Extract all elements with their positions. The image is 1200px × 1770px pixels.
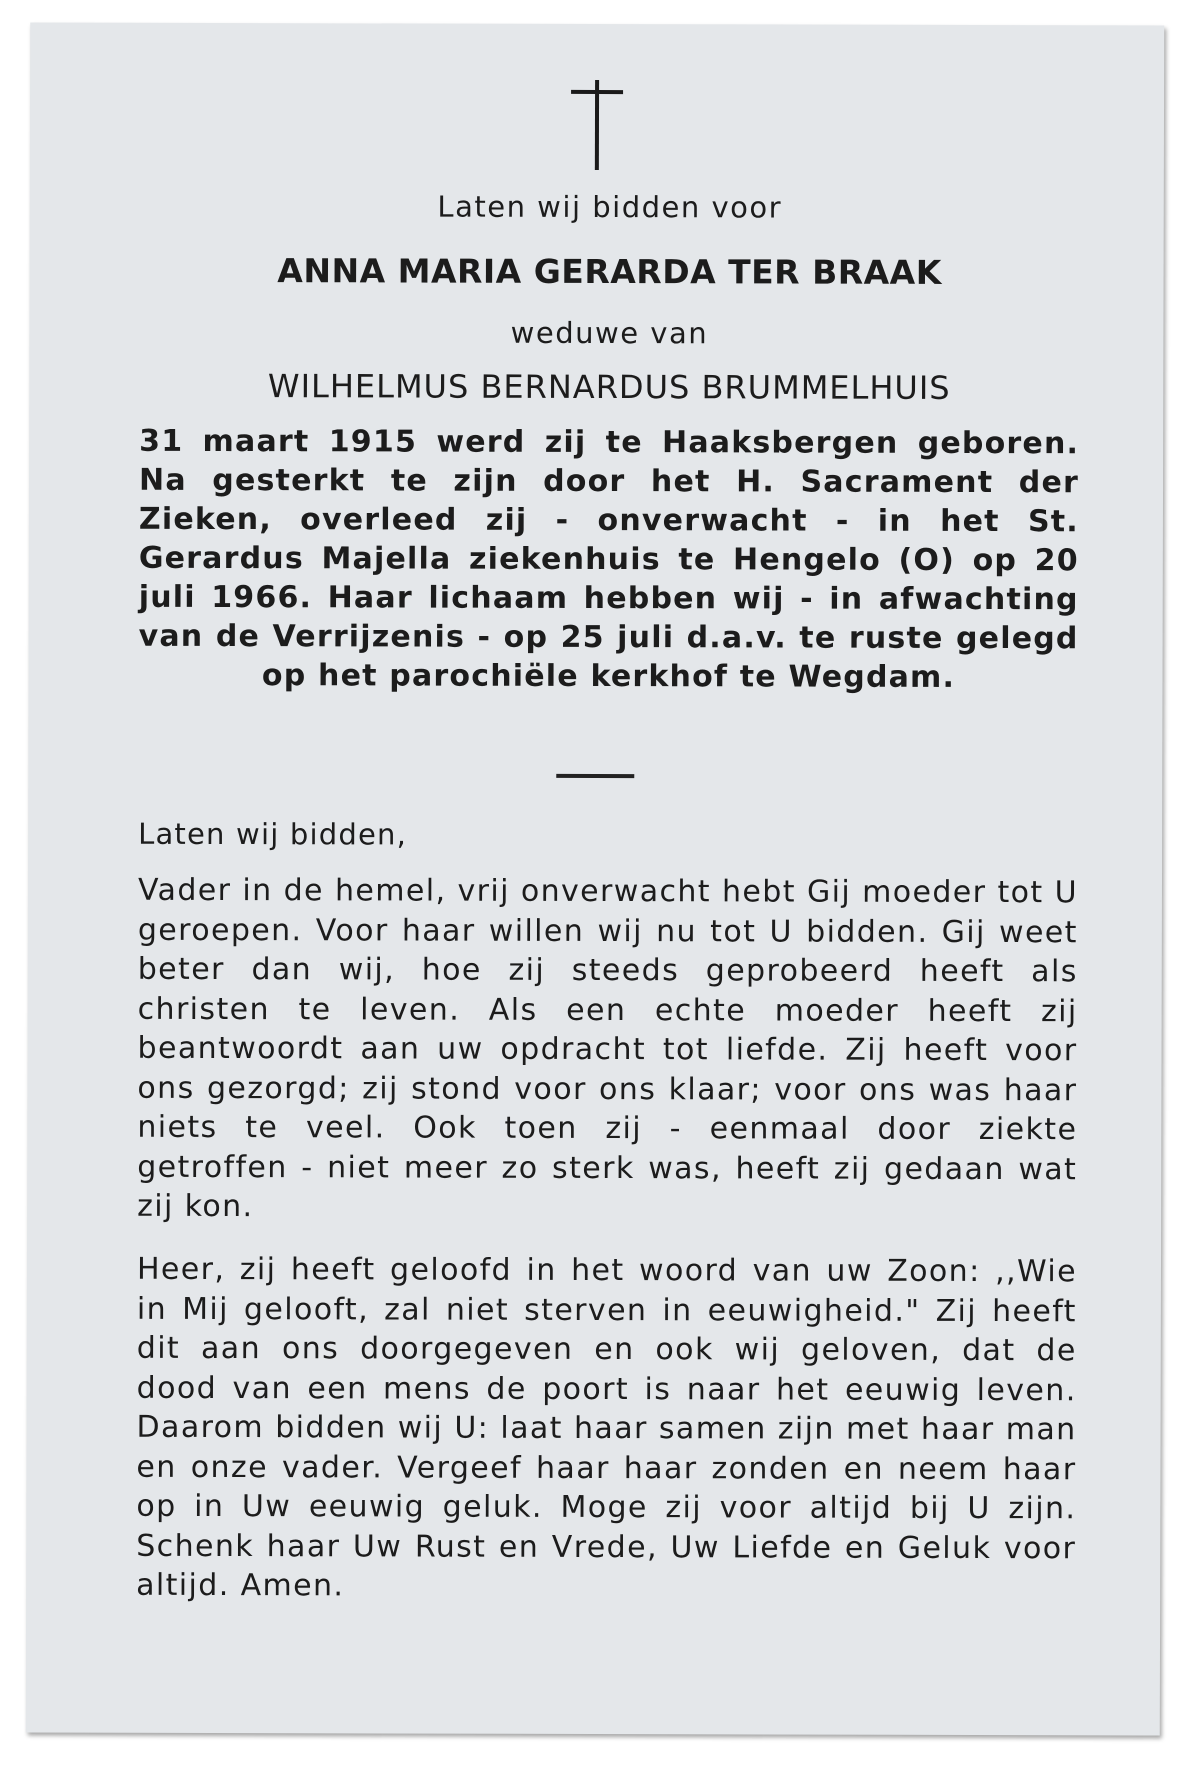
husband-name: WILHELMUS BERNARDUS BRUMMELHUIS bbox=[267, 367, 951, 407]
deceased-name: ANNA MARIA GERARDA TER BRAAK bbox=[277, 251, 942, 292]
cross-icon bbox=[30, 79, 1164, 182]
prayer-paragraph-1: Vader in de hemel, vrij onverwacht hebt Gij moeder tot U geroepen. Voor haar willen wij nu tot U bidden. Gij weet beter dan wij, hoe zij steeds geprobeerd heeft als christen te leven. Als een echte moeder heeft zij beantwoordt aan uw opdracht tot liefde. Zij heeft voor ons gezorgd; zij stond voor ons klaar; voor ons was haar niets te veel. Ook toen zij - eenmaal door ziekte getroffen - niet meer zo sterk was, heeft zij gedaan wat zij kon. bbox=[137, 872, 1079, 1225]
divider-line bbox=[556, 774, 634, 778]
biography-paragraph: 31 maart 1915 werd zij te Haaksbergen geboren. Na gesterkt te zijn door het H. Sacrament der Zieken, overleed zij - onverwacht - in het St. Gerardus Majella ziekenhuis te Hengelo (O) op 20 juli 1966. Haar lichaam hebben wij - in afwachting van de Verrijzenis - op 25 juli d.a.v. te ruste gelegd op het parochiële kerkhof te Wegdam. bbox=[138, 423, 1080, 695]
widow-of-line: weduwe van bbox=[510, 315, 709, 351]
memorial-card bbox=[26, 23, 1164, 1736]
intro-line: Laten wij bidden voor bbox=[437, 189, 783, 225]
prayer-paragraph-2: Heer, zij heeft geloofd in het woord van uw Zoon: ,,Wie in Mij gelooft, zal niet sterven in eeuwigheid." Zij heeft dit aan ons doorgegeven en ook wij geloven, dat de dood van een mens de poort is naar het eeuwig leven. Daarom bidden wij U: laat haar samen zijn met haar man en onze vader. Vergeef haar haar zonden en neem haar op in Uw eeuwig geluk. Moge zij voor altijd bij U zijn. Schenk haar Uw Rust en Vrede, Uw Liefde en Geluk voor altijd. Amen. bbox=[136, 1251, 1078, 1604]
prayer-heading: Laten wij bidden, bbox=[138, 816, 408, 852]
